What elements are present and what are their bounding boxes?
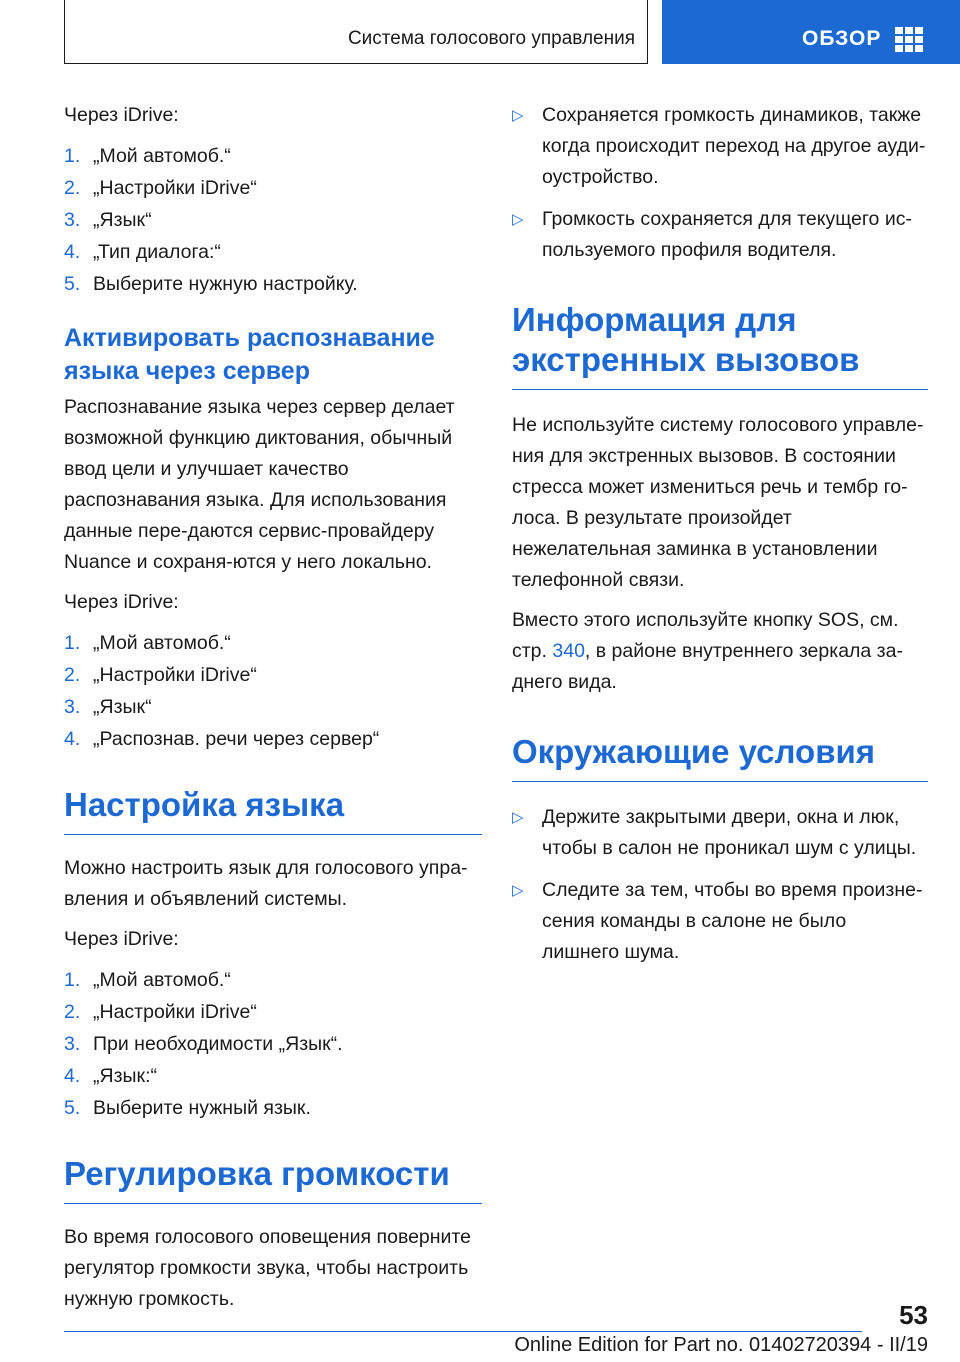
intro-text: Через iDrive:	[64, 591, 179, 613]
header-tab-overview[interactable]	[662, 0, 960, 64]
page-number: 53	[899, 1300, 928, 1330]
footer-edition: Online Edition for Part no. 01402720394 - II/19	[514, 1334, 928, 1356]
triangle-bullet-icon: ▷	[512, 107, 524, 124]
steps-list-1	[64, 140, 482, 300]
header-tab-label: ОБЗОР	[802, 27, 882, 50]
section-heading-language: Настройка языка	[64, 785, 482, 835]
list-item: ▷ Громкость сохраняется для текущего ис-пользуемого профиля водителя.	[512, 204, 928, 266]
footer-divider	[64, 1331, 862, 1332]
list-item: 3. „Язык“	[64, 208, 152, 231]
list-item: 2. „Настройки iDrive“	[64, 663, 257, 686]
list-item: 1. „Мой автомоб.“	[64, 631, 231, 654]
page-link[interactable]: 340	[552, 640, 585, 662]
body-text: Вместо этого используйте кнопку SOS, см. стр. 340, в районе внутреннего зеркала за-днего вида.	[512, 609, 903, 693]
triangle-bullet-icon: ▷	[512, 882, 524, 899]
steps-list-2	[64, 627, 482, 755]
body-text: Не используйте систему голосового управле-ния для экстренных вызовов. В состоянии стресса может измениться речь и тембр го-лоса. В результате произойдет нежелательная заминка в установлении телефонной связи.	[512, 414, 924, 591]
left-column	[64, 100, 482, 1324]
right-column	[512, 100, 928, 979]
list-item: 4. „Тип диалога:“	[64, 240, 221, 263]
section-heading-emergency: Информация для экстренных вызовов	[512, 300, 928, 390]
list-item: 2. „Настройки iDrive“	[64, 176, 257, 199]
triangle-bullet-icon: ▷	[512, 809, 524, 826]
list-item: 1. „Мой автомоб.“	[64, 968, 231, 991]
subheading-server-recognition: Активировать распознавание языка через сервер	[64, 324, 435, 385]
header-title: Система голосового управления	[347, 28, 635, 49]
list-item: ▷ Сохраняется громкость динамиков, также когда происходит переход на другое ауди-оустройство.	[512, 100, 928, 193]
list-item: 4. „Распознав. речи через сервер“	[64, 727, 380, 750]
triangle-bullet-icon: ▷	[512, 211, 524, 228]
steps-list-3	[64, 964, 482, 1124]
list-item: 5. Выберите нужную настройку.	[64, 272, 358, 295]
header-title-box	[64, 0, 648, 64]
section-heading-volume: Регулировка громкости	[64, 1154, 482, 1204]
list-item: 2. „Настройки iDrive“	[64, 1000, 257, 1023]
list-item: 1. „Мой автомоб.“	[64, 144, 231, 167]
intro-text: Через iDrive:	[64, 104, 179, 126]
list-item: ▷ Следите за тем, чтобы во время произне-сения команды в салоне не было лишнего шума.	[512, 875, 928, 968]
intro-text: Через iDrive:	[64, 928, 179, 950]
body-text: Распознавание языка через сервер делает возможной функцию диктования, обычный ввод цели и улучшает качество распознавания языка. Для использования данные пере-даются сервис-провайдеру Nuance и сохраня-ются у него локально.	[64, 396, 455, 573]
list-item: 5. Выберите нужный язык.	[64, 1096, 311, 1119]
list-item: 3. При необходимости „Язык“.	[64, 1032, 343, 1055]
list-item: 4. „Язык:“	[64, 1064, 157, 1087]
grid-menu-icon	[895, 27, 923, 53]
section-heading-environment: Окружающие условия	[512, 732, 928, 782]
list-item: ▷ Держите закрытыми двери, окна и люк, чтобы в салон не проникал шум с улицы.	[512, 802, 928, 864]
body-text: Можно настроить язык для голосового упра-вления и объявлений системы.	[64, 857, 468, 910]
list-item: 3. „Язык“	[64, 695, 152, 718]
body-text: Во время голосового оповещения поверните регулятор громкости звука, чтобы настроить нужную громкость.	[64, 1226, 471, 1310]
